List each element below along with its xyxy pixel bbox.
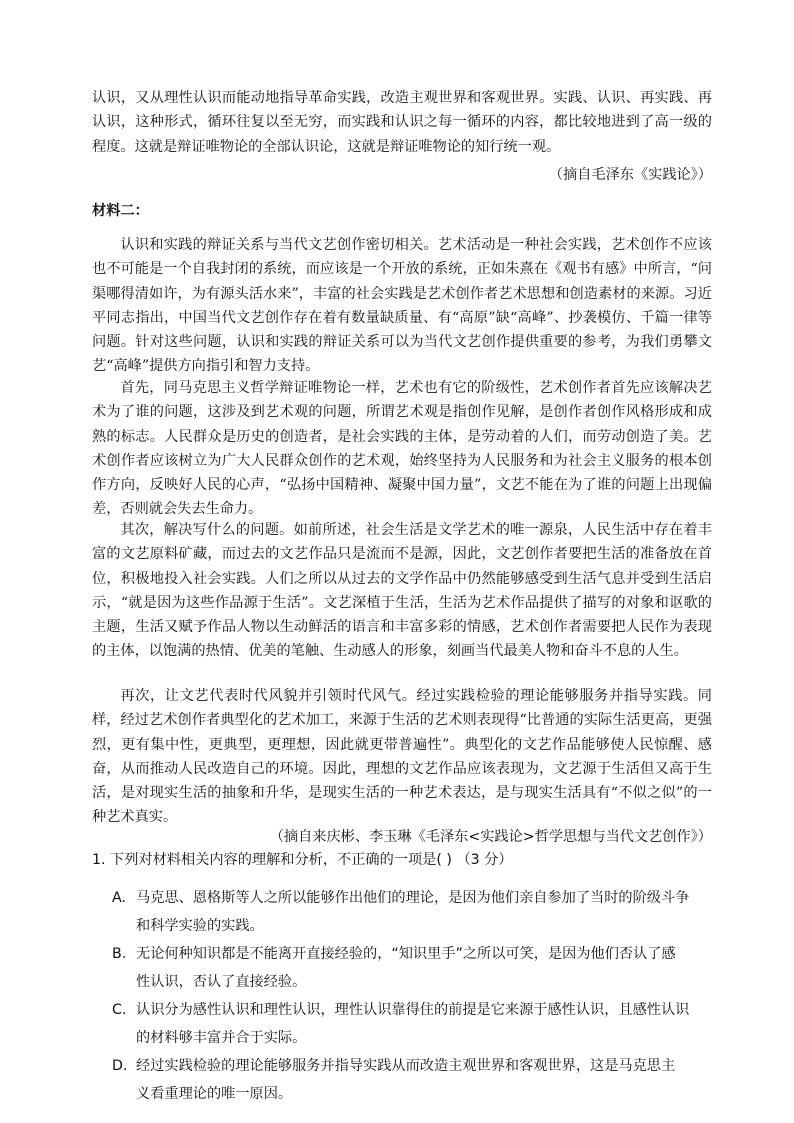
option-text-line2: 和科学实验的实践。 [136, 918, 264, 934]
option-text-line1: 认识分为感性认识和理性认识，理性认识靠得住的前提是它来源于感性认识，且感性认识 [136, 1002, 690, 1018]
option-text-line2: 的材料够丰富并合于实际。 [136, 1030, 307, 1046]
material2-paragraph-2: 首先，同马克思主义哲学辩证唯物论一样，艺术也有它的阶级性，艺术创作者首先应该解决艺术为了谁的问题，这涉及到艺术观的问题，所谓艺术观是指创作见解，是创作者创作风格形成和成熟的标志。人民群众是历史的创造者，是社会实践的主体，是劳动着的人们，而劳动创造了美。艺术创作者应该树立为广大人民群众创作的艺术观，始终坚持为人民服务和为社会主义服务的根本创作方向，反映好人民的心声，“弘扬中国精神、凝聚中国力量”，文艺不能在为了谁的问题上出现偏差，否则就会失去生命力。 [92, 380, 712, 518]
material2-paragraph-4: 再次，让文艺代表时代风貌并引领时代风气。经过实践检验的理论能够服务并指导实践。同样，经过艺术创作者典型化的艺术加工，来源于生活的艺术则表现得“比普通的实际生活更高，更强烈，更有集中性，更典型，更理想，因此就更带普遍性”。典型化的文艺作品能够使人民惊醒、感奋，从而推动人民改造自己的环境。因此，理想的文艺作品应该表现为，文艺源于生活但又高于生活，是对现实生活的抽象和升华，是现实生活的一种艺术表达，是与现实生活具有“不似之似”的一种艺术真实。 [92, 688, 712, 826]
option-letter: B. [112, 946, 127, 962]
material2-heading: 材料二： [92, 203, 149, 219]
option-b[interactable] [112, 940, 712, 996]
material2-paragraph-3: 其次，解决写什么的问题。如前所述，社会生活是文学艺术的唯一源泉，人民生活中存在着丰富的文艺原料矿藏，而过去的文艺作品只是流而不是源，因此，文艺创作者要把生活的准备放在首位，积极地投入社会实践。人们之所以从过去的文学作品中仍然能够感受到生活气息并受到生活启示，“就是因为这些作品源于生活”。文艺深植于生活，生活为艺术作品提供了描写的对象和讴歌的主题，生活又赋予作品人物以生动鲜活的语言和丰富多彩的情感，艺术创作者需要把人民作为表现的主体，以饱满的热情、优美的笔触、生动感人的形象，刻画当代最美人物和奋斗不息的人生。 [92, 522, 712, 660]
option-c[interactable] [112, 996, 712, 1052]
option-text-line2: 性认识，否认了直接经验。 [136, 974, 307, 990]
option-a[interactable] [112, 884, 712, 940]
option-text-line2: 义看重理论的唯一原因。 [136, 1086, 293, 1102]
question-1-stem: 1. 下列对材料相关内容的理解和分析，不正确的一项是( ) （3 分） [92, 852, 513, 868]
option-text-line1: 无论何种知识都是不能离开直接经验的，“知识里手”之所以可笑，是因为他们否认了感 [136, 946, 676, 962]
material2-paragraph-1: 认识和实践的辩证关系与当代文艺创作密切相关。艺术活动是一种社会实践，艺术创作不应该也不可能是一个自我封闭的系统，而应该是一个开放的系统，正如朱熹在《观书有感》中所言，“问渠哪得清如许，为有源头活水来”，丰富的社会实践是艺术创作者艺术思想和创造素材的来源。习近平同志指出，中国当代文艺创作存在着有数量缺质量、有“高原”缺“高峰”、抄袭模仿、千篇一律等问题。针对这些问题，认识和实践的辩证关系可以为当代文艺创作提供重要的参考，为我们勇攀文艺“高峰”提供方向指引和智力支持。 [92, 237, 712, 375]
material2-source: （摘自来庆彬、李玉琳《毛泽东<实践论>哲学思想与当代文艺创作》） [269, 829, 712, 845]
material1-closing-paragraph: 认识，又从理性认识而能动地指导革命实践，改造主观世界和客观世界。实践、认识、再实践、再认识，这种形式，循环往复以至无穷，而实践和认识之每一循环的内容，都比较地进到了高一级的程度。这就是辩证唯物论的全部认识论，这就是辩证唯物论的知行统一观。 [92, 90, 712, 155]
option-d[interactable] [112, 1052, 712, 1108]
option-text-line1: 经过实践检验的理论能够服务并指导实践从而改造主观世界和客观世界，这是马克思主 [136, 1058, 676, 1074]
option-letter: A. [112, 890, 126, 906]
option-letter: C. [112, 1002, 127, 1018]
material1-source: （摘自毛泽东《实践论》） [548, 167, 712, 183]
option-text-line1: 马克思、恩格斯等人之所以能够作出他们的理论，是因为他们亲自参加了当时的阶级斗争 [136, 890, 690, 906]
option-letter: D. [112, 1058, 128, 1074]
